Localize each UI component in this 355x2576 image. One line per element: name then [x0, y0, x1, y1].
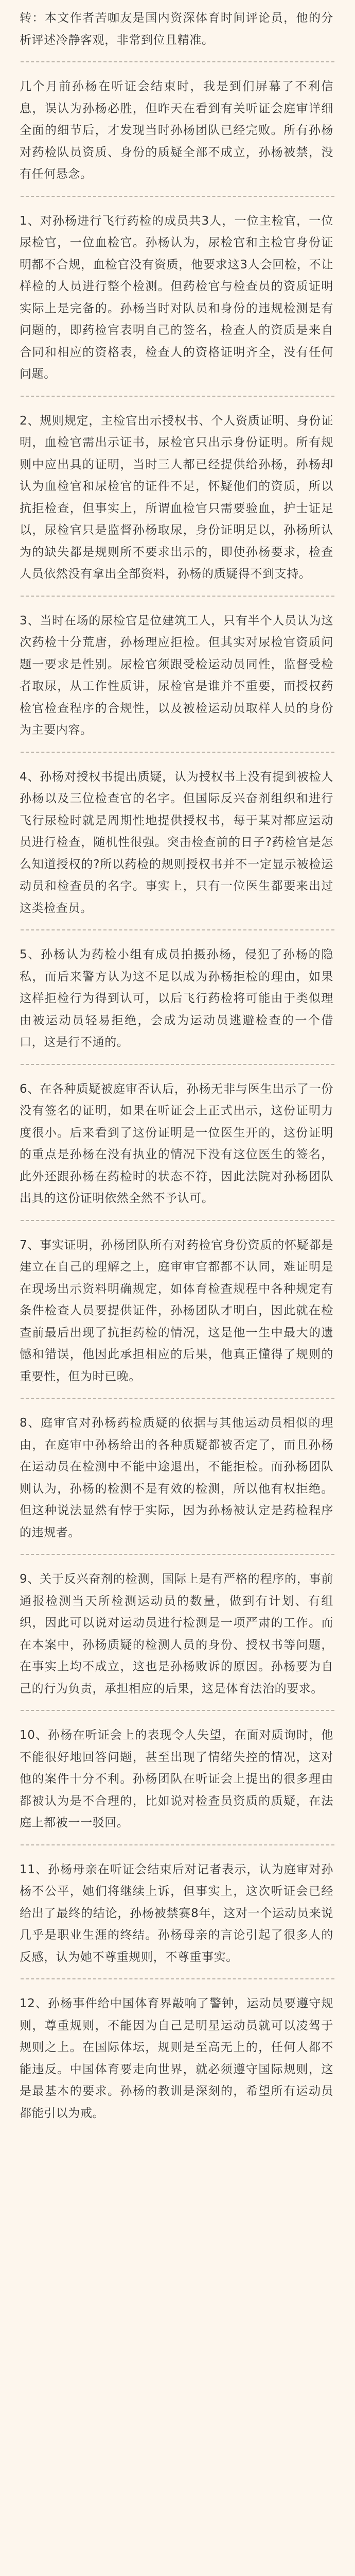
- paragraph-7: 7、事实证明，孙杨团队所有对药检官身份资质的怀疑都是建立在自己的理解之上，庭审审官都都不认同，难证明是在现场出示资料明确规定，如体育检查规程中各种规定有条件检查人员要提供证件，孙杨团队才明白，因此就在检查前最后出现了抗拒药检的情况，这是他一生中最大的遗憾和错误，他因此承担相应的后果，他真正懂得了规则的重要性，但为时已晚。: [20, 1238, 333, 1383]
- paragraph-9: 9、关于反兴奋剂的检测，国际上是有严格的程序的，事前通报检测当天所检测运动员的数量，做到有计划、有组织，因此可以说对运动员进行检测是一项严肃的工作。而在本案中，孙杨质疑的检测人员的身份、授权书等问题，在事实上均不成立，这也是孙杨败诉的原因。孙杨要为自己的行为负责，承担相应的后果，这是体育法治的要求。: [20, 1572, 333, 1696]
- paragraph-12: 12、孙杨事件给中国体育界敲响了警钟，运动员要遵守规则，尊重规则，不能因为自己是明星运动员就可以凌驾于规则之上。在国际体坛，规则是至高无上的，任何人都不能违反。中国体育要走向世界，就必须遵守国际规则，这是最基本的要求。孙杨的教训是深刻的，希望所有运动员都能引以为戒。: [20, 1997, 333, 2120]
- paragraph-5: 5、孙杨认为药检小组有成员拍摄孙杨，侵犯了孙杨的隐私，而后来警方认为这不足以成为孙杨拒检的理由，如果这样拒检行为得到认可，以后飞行药检将可能由于类似理由被运动员轻易拒绝，会成为运动员逃避检查的一个借口，这是行不通的。: [20, 948, 333, 1049]
- section-divider: [21, 1554, 334, 1555]
- paragraph-3: 3、当时在场的尿检官是位建筑工人，只有半个人员认为这次药检十分荒唐，孙杨理应拒检。但其实对尿检官资质问题一要求是性别。尿检官须跟受检运动员同性，监督受检者取尿，从工作性质讲，尿检官是谁并不重要，而授权药检官检查程序的合规性，以及被检运动员取样人员的身份为主要内容。: [20, 614, 333, 737]
- paragraph-6: 6、在各种质疑被庭审否认后，孙杨无非与医生出示了一份没有签名的证明，如果在听证会上正式出示，这份证明力度很小。后来看到了这份证明是一位医生开的，这份证明的重点是孙杨在没有执业的情况下没有这位医生的签名，此外还跟孙杨在药检时的状态不符，因此法院对孙杨团队出具的这份证明依然全然不予认可。: [20, 1082, 333, 1205]
- paragraph-2: 2、规则规定，主检官出示授权书、个人资质证明、身份证明，血检官需出示证书，尿检官只出示身份证明。所有规则中应出具的证明，当时三人都已经提供给孙杨，孙杨却认为血检官和尿检官的证件不足，怀疑他们的资质，所以抗拒检查，但事实上，所谓血检官只需要验血，护士证足以，尿检官只是监督孙杨取尿，身份证明足以，孙杨所认为的缺失都是规则所不要求出示的，即使孙杨要求，检查人员依然没有拿出全部资料，孙杨的质疑得不到支持。: [20, 414, 333, 581]
- paragraph-0: 几个月前孙杨在听证会结束时，我是到们屏幕了不利信息，误认为孙杨必胜，但昨天在看到有关听证会庭审详细全面的细节后，才发现当时孙杨团队已经完败。所有孙杨对药检队员资质、身份的质疑全部不成立，孙杨被禁，没有任何悬念。: [20, 80, 333, 181]
- intro-paragraph: 转：本文作者苦咖友是国内资深体育时间评论员，他的分析评述冷静客观，非常到位且精准。: [20, 11, 333, 47]
- section-divider: [21, 1978, 334, 1979]
- section-divider: [21, 1064, 334, 1065]
- paragraph-8: 8、庭审官对孙杨药检质疑的依据与其他运动员相似的理由，在庭审中孙杨给出的各种质疑都被否定了，而且孙杨在运动员在检测中不能中途退出，不能拒检。而孙杨团队则认为，孙杨的检测不是有效的检测，所以他有权拒绝。但这种说法显然有悖于实际，因为孙杨被认定是药检程序的违规者。: [20, 1416, 333, 1539]
- section-divider: [21, 1220, 334, 1221]
- paragraph-10: 10、孙杨在听证会上的表现令人失望，在面对质询时，他不能很好地回答问题，甚至出现了情绪失控的情况，这对他的案件十分不利。孙杨团队在听证会上提出的很多理由都被认为是不合理的，比如说对检查员资质的质疑，在法庭上都被一一驳回。: [20, 1728, 333, 1829]
- section-divider: [21, 1844, 334, 1845]
- section-divider: [21, 1710, 334, 1711]
- paragraph-4: 4、孙杨对授权书提出质疑，认为授权书上没有提到被检人孙杨以及三位检查官的名字。但国际反兴奋剂组织和进行飞行尿检时就是周期性地提供授权书，每于某对都应运动员进行检查，随机性很强。突击检查前的日子?药检官是怎么知道授权的?所以药检的规则授权书并不一定显示被检运动员和检查员的名字。事实上，只有一位医生都要来出过这类检查员。: [20, 770, 333, 915]
- section-divider: [21, 752, 334, 753]
- section-divider: [21, 1398, 334, 1399]
- paragraph-1: 1、对孙杨进行飞行药检的成员共3人，一位主检官，一位尿检官，一位血检官。孙杨认为，尿检官和主检官身份证明都不合规，血检官没有资质，他要求这3人会回检，不让样检的人员进行整个检测。但药检官与检查员的资质证明实际上是完备的。孙杨当时对队员和身份的违规检测是有问题的，即药检官表明自己的签名，检查人的资质是来自合同和相应的资格表，检查人的资格证明齐全，没有任何问题。: [20, 214, 333, 381]
- section-divider: [21, 929, 334, 930]
- section-divider: [21, 396, 334, 397]
- section-divider: [21, 61, 334, 62]
- section-divider: [21, 596, 334, 597]
- section-divider: [21, 196, 334, 197]
- paragraph-11: 11、孙杨母亲在听证会结束后对记者表示，认为庭审对孙杨不公平，她们将继续上诉，但事实上，这次听证会已经给出了最终的结论，孙杨被禁赛8年，这对一个运动员来说几乎是职业生涯的终结。孙杨母亲的言论引起了很多人的反感，认为她不尊重规则，不尊重事实。: [20, 1862, 333, 1964]
